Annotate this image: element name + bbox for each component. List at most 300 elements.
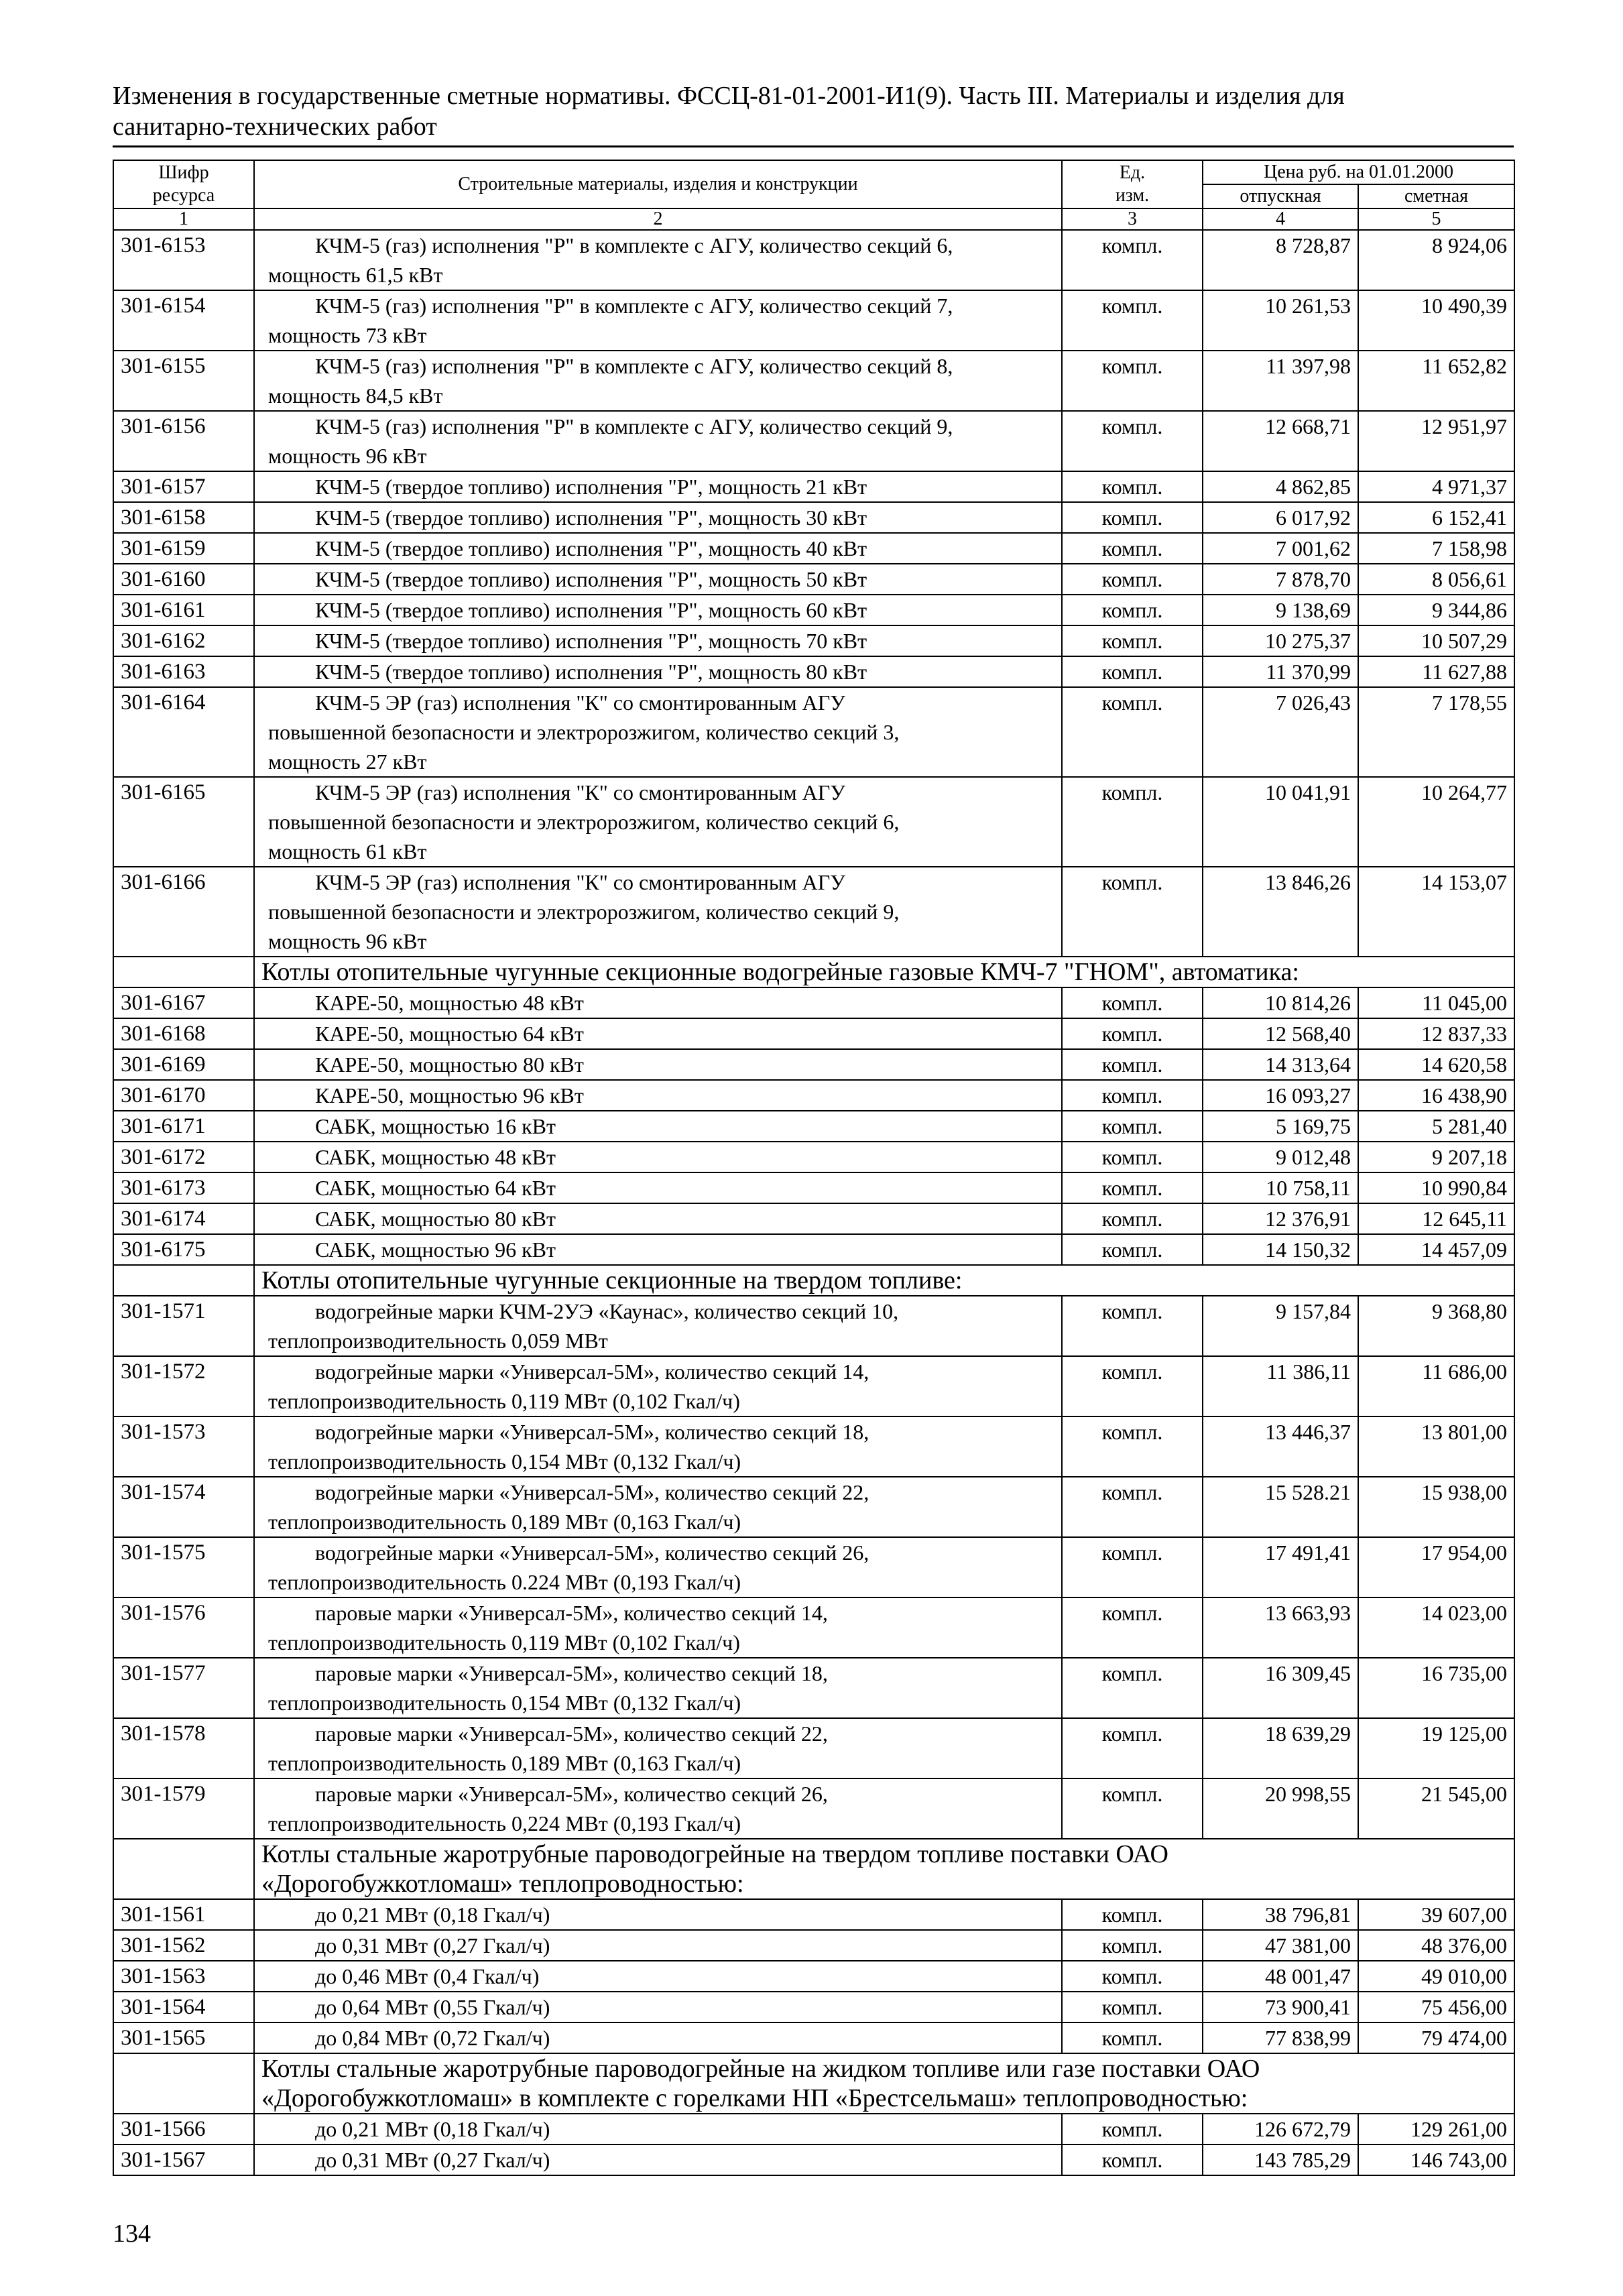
- resource-code: 301-1565: [113, 2022, 254, 2053]
- table-row: [113, 1203, 1514, 1234]
- release-price: 4 862,85: [1203, 471, 1358, 502]
- resource-name-line: КЧМ-5 ЭР (газ) исполнения "К" со смонтированным АГУ: [315, 780, 845, 804]
- resource-name: [254, 502, 1062, 533]
- release-price: 13 846,26: [1203, 867, 1358, 957]
- table-row: [113, 1356, 1514, 1416]
- resource-name-line: КЧМ-5 (твердое топливо) исполнения "Р", мощность 50 кВт: [315, 567, 867, 591]
- resource-name-continuation: мощность 96 кВт: [268, 929, 427, 953]
- release-price: 10 758,11: [1203, 1172, 1358, 1203]
- release-price: 17 491,41: [1203, 1537, 1358, 1597]
- resource-code: 301-6157: [113, 471, 254, 502]
- unit-of-measure: компл.: [1062, 625, 1203, 656]
- group-header-cell: [254, 957, 1514, 987]
- unit-of-measure: компл.: [1062, 2114, 1203, 2144]
- release-price: 73 900,41: [1203, 1992, 1358, 2022]
- resource-name-line: КЧМ-5 (твердое топливо) исполнения "Р", мощность 40 кВт: [315, 536, 867, 560]
- resource-code: 301-6153: [113, 230, 254, 290]
- unit-of-measure: компл.: [1062, 564, 1203, 595]
- resource-name-line: до 0,46 МВт (0,4 Гкал/ч): [315, 1964, 540, 1988]
- estimate-price: 15 938,00: [1358, 1477, 1514, 1537]
- unit-of-measure: компл.: [1062, 1961, 1203, 1992]
- resource-name-continuation: теплопроизводительность 0,189 МВт (0,163 Гкал/ч): [268, 1510, 741, 1534]
- column-header-release-price: отпускная: [1203, 184, 1358, 208]
- table-row: [113, 1296, 1514, 1356]
- estimate-price: 5 281,40: [1358, 1111, 1514, 1142]
- table-row: [113, 1992, 1514, 2022]
- table-row: [113, 290, 1514, 351]
- release-price: 15 528.21: [1203, 1477, 1358, 1537]
- resource-name: [254, 230, 1062, 290]
- resource-code: 301-6161: [113, 595, 254, 625]
- table-row: [113, 2022, 1514, 2053]
- resource-code: 301-6158: [113, 502, 254, 533]
- unit-of-measure: компл.: [1062, 1658, 1203, 1718]
- resource-name-line: до 0,31 МВт (0,27 Гкал/ч): [315, 2148, 550, 2172]
- resource-name: [254, 1597, 1062, 1658]
- table-row: [113, 1597, 1514, 1658]
- table-row: [113, 2114, 1514, 2144]
- group-header-row: [113, 2053, 1514, 2114]
- group-header-text: «Дорогобужкотломаш» теплопроводностью:: [261, 1870, 744, 1898]
- column-header-name: Строительные материалы, изделия и конструкции: [254, 160, 1062, 208]
- release-price: 13 663,93: [1203, 1597, 1358, 1658]
- estimate-price: 14 023,00: [1358, 1597, 1514, 1658]
- unit-of-measure: компл.: [1062, 1597, 1203, 1658]
- resource-code: 301-1579: [113, 1778, 254, 1839]
- resource-code: 301-6174: [113, 1203, 254, 1234]
- header-line-1: Изменения в государственные сметные нормативы. ФССЦ-81-01-2001-И1(9). Часть III. Материалы и изделия для: [113, 82, 1345, 110]
- table-row: [113, 987, 1514, 1018]
- resource-name: [254, 1899, 1062, 1930]
- estimate-price: 48 376,00: [1358, 1930, 1514, 1961]
- table-row: [113, 1018, 1514, 1049]
- table-row: [113, 1416, 1514, 1477]
- resource-name-continuation: теплопроизводительность 0,119 МВт (0,102 Гкал/ч): [268, 1630, 740, 1654]
- resource-name-continuation: мощность 84,5 кВт: [268, 383, 443, 408]
- resource-name-line: КЧМ-5 (твердое топливо) исполнения "Р", мощность 30 кВт: [315, 505, 867, 530]
- unit-of-measure: компл.: [1062, 411, 1203, 471]
- table-row: [113, 1778, 1514, 1839]
- table-row: [113, 411, 1514, 471]
- resource-code: 301-6171: [113, 1111, 254, 1142]
- resource-code: 301-1561: [113, 1899, 254, 1930]
- resource-name-line: САБК, мощностью 48 кВт: [315, 1145, 556, 1169]
- release-price: 10 041,91: [1203, 777, 1358, 867]
- unit-of-measure: компл.: [1062, 1416, 1203, 1477]
- estimate-price: 11 045,00: [1358, 987, 1514, 1018]
- estimate-price: 7 158,98: [1358, 533, 1514, 564]
- unit-of-measure: компл.: [1062, 987, 1203, 1018]
- estimate-price: 4 971,37: [1358, 471, 1514, 502]
- release-price: 13 446,37: [1203, 1416, 1358, 1477]
- resource-name-continuation: повышенной безопасности и электророзжигом, количество секций 6,: [268, 810, 900, 834]
- release-price: 7 026,43: [1203, 687, 1358, 777]
- table-row: [113, 656, 1514, 687]
- resource-name: [254, 1111, 1062, 1142]
- estimate-price: 10 990,84: [1358, 1172, 1514, 1203]
- resource-code: 301-1574: [113, 1477, 254, 1537]
- resource-name-continuation: мощность 61,5 кВт: [268, 263, 443, 287]
- resource-code: 301-1564: [113, 1992, 254, 2022]
- resource-name-line: паровые марки «Универсал-5М», количество секций 18,: [315, 1661, 828, 1685]
- resource-name-line: КАРЕ-50, мощностью 96 кВт: [315, 1083, 584, 1107]
- release-price: 10 814,26: [1203, 987, 1358, 1018]
- group-header-row: [113, 957, 1514, 987]
- estimate-price: 19 125,00: [1358, 1718, 1514, 1778]
- resource-name-line: КЧМ-5 ЭР (газ) исполнения "К" со смонтированным АГУ: [315, 870, 845, 894]
- table-row: [113, 1234, 1514, 1265]
- estimate-price: 14 457,09: [1358, 1234, 1514, 1265]
- resource-name-line: КЧМ-5 (газ) исполнения "Р" в комплекте с АГУ, количество секций 9,: [315, 414, 953, 438]
- column-header-unit: [1062, 160, 1203, 208]
- resource-code: 301-6162: [113, 625, 254, 656]
- column-number-4: 4: [1203, 208, 1358, 230]
- resource-name-line: паровые марки «Универсал-5М», количество секций 26,: [315, 1782, 828, 1806]
- unit-of-measure: компл.: [1062, 1778, 1203, 1839]
- estimate-price: 10 264,77: [1358, 777, 1514, 867]
- release-price: 10 275,37: [1203, 625, 1358, 656]
- unit-of-measure: компл.: [1062, 290, 1203, 351]
- resource-name-line: водогрейные марки КЧМ-2УЭ «Каунас», количество секций 10,: [315, 1299, 899, 1323]
- resource-name: [254, 777, 1062, 867]
- unit-of-measure: компл.: [1062, 1356, 1203, 1416]
- resource-name: [254, 471, 1062, 502]
- resource-name-line: паровые марки «Универсал-5М», количество секций 14,: [315, 1601, 828, 1625]
- group-header-row: [113, 1265, 1514, 1296]
- unit-of-measure: компл.: [1062, 1111, 1203, 1142]
- table-row: [113, 1658, 1514, 1718]
- resource-code: 301-6164: [113, 687, 254, 777]
- estimate-price: 7 178,55: [1358, 687, 1514, 777]
- resource-name-line: КЧМ-5 (твердое топливо) исполнения "Р", мощность 21 кВт: [315, 475, 867, 499]
- header-line-2: санитарно-технических работ: [113, 113, 437, 141]
- unit-of-measure: компл.: [1062, 1080, 1203, 1111]
- resource-name-line: до 0,64 МВт (0,55 Гкал/ч): [315, 1995, 550, 2019]
- resource-name-continuation: теплопроизводительность 0,154 МВт (0,132 Гкал/ч): [268, 1449, 741, 1473]
- resource-code: 301-6154: [113, 290, 254, 351]
- table-row: [113, 2144, 1514, 2175]
- resource-code: 301-1578: [113, 1718, 254, 1778]
- group-header-spacer: [113, 1265, 254, 1296]
- release-price: 48 001,47: [1203, 1961, 1358, 1992]
- table-row: [113, 625, 1514, 656]
- resource-code: 301-1563: [113, 1961, 254, 1992]
- resource-name: [254, 1778, 1062, 1839]
- resource-name: [254, 2022, 1062, 2053]
- estimate-price: 49 010,00: [1358, 1961, 1514, 1992]
- resource-code: 301-1577: [113, 1658, 254, 1718]
- table-row: [113, 595, 1514, 625]
- release-price: 9 138,69: [1203, 595, 1358, 625]
- column-header-code: [113, 160, 254, 208]
- estimate-price: 11 627,88: [1358, 656, 1514, 687]
- unit-of-measure: компл.: [1062, 1930, 1203, 1961]
- unit-of-measure: компл.: [1062, 533, 1203, 564]
- unit-of-measure: компл.: [1062, 1234, 1203, 1265]
- resource-code: 301-1575: [113, 1537, 254, 1597]
- resource-name: [254, 1234, 1062, 1265]
- table-row: [113, 1930, 1514, 1961]
- header-rule: [113, 145, 1514, 147]
- resource-name-line: САБК, мощностью 16 кВт: [315, 1114, 556, 1138]
- estimate-price: 21 545,00: [1358, 1778, 1514, 1839]
- release-price: 12 668,71: [1203, 411, 1358, 471]
- resource-name-continuation: теплопроизводительность 0,059 МВт: [268, 1329, 608, 1353]
- resource-code: 301-6156: [113, 411, 254, 471]
- resource-code: 301-6170: [113, 1080, 254, 1111]
- unit-of-measure: компл.: [1062, 1537, 1203, 1597]
- unit-of-measure: компл.: [1062, 1899, 1203, 1930]
- unit-of-measure: компл.: [1062, 687, 1203, 777]
- resource-name-line: КЧМ-5 ЭР (газ) исполнения "К" со смонтированным АГУ: [315, 690, 845, 715]
- resource-code: 301-1576: [113, 1597, 254, 1658]
- table-row: [113, 1111, 1514, 1142]
- release-price: 20 998,55: [1203, 1778, 1358, 1839]
- resource-name-line: до 0,84 МВт (0,72 Гкал/ч): [315, 2026, 550, 2050]
- unit-of-measure: компл.: [1062, 777, 1203, 867]
- estimate-price: 12 837,33: [1358, 1018, 1514, 1049]
- table-row: [113, 471, 1514, 502]
- resource-name-continuation: теплопроизводительность 0.224 МВт (0,193 Гкал/ч): [268, 1570, 741, 1594]
- resource-code: 301-6165: [113, 777, 254, 867]
- resource-name-line: КЧМ-5 (твердое топливо) исполнения "Р", мощность 60 кВт: [315, 598, 867, 622]
- resource-name-line: до 0,31 МВт (0,27 Гкал/ч): [315, 1933, 550, 1957]
- resource-code: 301-6160: [113, 564, 254, 595]
- resource-name-continuation: мощность 27 кВт: [268, 749, 427, 774]
- column-number-3: 3: [1062, 208, 1203, 230]
- release-price: 11 370,99: [1203, 656, 1358, 687]
- release-price: 6 017,92: [1203, 502, 1358, 533]
- resource-code: 301-6159: [113, 533, 254, 564]
- resource-code: 301-1562: [113, 1930, 254, 1961]
- table-row: [113, 687, 1514, 777]
- release-price: 16 093,27: [1203, 1080, 1358, 1111]
- resource-name-line: водогрейные марки «Универсал-5М», количество секций 14,: [315, 1360, 869, 1384]
- resource-code: 301-6175: [113, 1234, 254, 1265]
- resource-code: 301-6163: [113, 656, 254, 687]
- column-header-code-line1: Шифр: [158, 162, 209, 183]
- table-row: [113, 564, 1514, 595]
- group-header-cell: [254, 2053, 1514, 2114]
- resource-code: 301-1572: [113, 1356, 254, 1416]
- resource-code: 301-6167: [113, 987, 254, 1018]
- unit-of-measure: компл.: [1062, 502, 1203, 533]
- resource-name-line: КАРЕ-50, мощностью 48 кВт: [315, 991, 584, 1015]
- resource-name: [254, 625, 1062, 656]
- release-price: 11 386,11: [1203, 1356, 1358, 1416]
- estimate-price: 75 456,00: [1358, 1992, 1514, 2022]
- table-row: [113, 1080, 1514, 1111]
- resource-name-line: паровые марки «Универсал-5М», количество секций 22,: [315, 1721, 828, 1746]
- release-price: 16 309,45: [1203, 1658, 1358, 1718]
- release-price: 7 878,70: [1203, 564, 1358, 595]
- table-row: [113, 502, 1514, 533]
- table-row: [113, 1961, 1514, 1992]
- release-price: 38 796,81: [1203, 1899, 1358, 1930]
- resource-name-line: КЧМ-5 (газ) исполнения "Р" в комплекте с АГУ, количество секций 6,: [315, 233, 953, 257]
- unit-of-measure: компл.: [1062, 595, 1203, 625]
- price-table: [113, 160, 1515, 2176]
- resource-name-line: водогрейные марки «Универсал-5М», количество секций 22,: [315, 1480, 869, 1504]
- resource-name: [254, 1930, 1062, 1961]
- release-price: 143 785,29: [1203, 2144, 1358, 2175]
- release-price: 12 568,40: [1203, 1018, 1358, 1049]
- resource-name: [254, 351, 1062, 411]
- estimate-price: 9 344,86: [1358, 595, 1514, 625]
- table-row: [113, 1899, 1514, 1930]
- resource-name: [254, 987, 1062, 1018]
- resource-name: [254, 1477, 1062, 1537]
- estimate-price: 11 686,00: [1358, 1356, 1514, 1416]
- resource-code: 301-1573: [113, 1416, 254, 1477]
- resource-code: 301-1567: [113, 2144, 254, 2175]
- resource-name-continuation: теплопроизводительность 0,189 МВт (0,163 Гкал/ч): [268, 1751, 741, 1775]
- resource-name-line: САБК, мощностью 64 кВт: [315, 1176, 556, 1200]
- resource-name-line: до 0,21 МВт (0,18 Гкал/ч): [315, 1902, 550, 1927]
- release-price: 9 157,84: [1203, 1296, 1358, 1356]
- table-row: [113, 867, 1514, 957]
- group-header-text: Котлы отопительные чугунные секционные водогрейные газовые КМЧ-7 "ГНОМ", автоматика:: [261, 958, 1299, 986]
- unit-of-measure: компл.: [1062, 867, 1203, 957]
- table-row: [113, 1172, 1514, 1203]
- resource-name: [254, 1142, 1062, 1172]
- resource-name: [254, 1203, 1062, 1234]
- unit-of-measure: компл.: [1062, 1718, 1203, 1778]
- estimate-price: 129 261,00: [1358, 2114, 1514, 2144]
- unit-of-measure: компл.: [1062, 1142, 1203, 1172]
- estimate-price: 10 490,39: [1358, 290, 1514, 351]
- resource-name-line: водогрейные марки «Универсал-5М», количество секций 18,: [315, 1420, 869, 1444]
- table-row: [113, 777, 1514, 867]
- unit-of-measure: компл.: [1062, 230, 1203, 290]
- resource-name: [254, 2114, 1062, 2144]
- resource-name: [254, 1537, 1062, 1597]
- resource-code: 301-6172: [113, 1142, 254, 1172]
- unit-of-measure: компл.: [1062, 1049, 1203, 1080]
- release-price: 18 639,29: [1203, 1718, 1358, 1778]
- resource-code: 301-6173: [113, 1172, 254, 1203]
- release-price: 10 261,53: [1203, 290, 1358, 351]
- resource-name-line: КЧМ-5 (твердое топливо) исполнения "Р", мощность 70 кВт: [315, 629, 867, 653]
- resource-name-line: КЧМ-5 (газ) исполнения "Р" в комплекте с АГУ, количество секций 8,: [315, 354, 953, 378]
- resource-code: 301-1566: [113, 2114, 254, 2144]
- price-table-body: [113, 160, 1514, 2175]
- resource-name-continuation: повышенной безопасности и электророзжигом, количество секций 9,: [268, 900, 900, 924]
- release-price: 8 728,87: [1203, 230, 1358, 290]
- estimate-price: 11 652,82: [1358, 351, 1514, 411]
- unit-of-measure: компл.: [1062, 471, 1203, 502]
- estimate-price: 6 152,41: [1358, 502, 1514, 533]
- release-price: 77 838,99: [1203, 2022, 1358, 2053]
- resource-name: [254, 1080, 1062, 1111]
- resource-name: [254, 1049, 1062, 1080]
- table-header-row: [113, 160, 1514, 184]
- resource-name-line: водогрейные марки «Универсал-5М», количество секций 26,: [315, 1540, 869, 1565]
- resource-name: [254, 687, 1062, 777]
- resource-name-continuation: теплопроизводительность 0,154 МВт (0,132 Гкал/ч): [268, 1691, 741, 1715]
- group-header-row: [113, 1839, 1514, 1899]
- resource-name-line: КАРЕ-50, мощностью 64 кВт: [315, 1022, 584, 1046]
- unit-of-measure: компл.: [1062, 351, 1203, 411]
- estimate-price: 9 368,80: [1358, 1296, 1514, 1356]
- resource-name: [254, 656, 1062, 687]
- resource-name: [254, 2144, 1062, 2175]
- resource-name: [254, 1018, 1062, 1049]
- resource-name: [254, 867, 1062, 957]
- estimate-price: 8 056,61: [1358, 564, 1514, 595]
- table-row: [113, 1718, 1514, 1778]
- table-row: [113, 1142, 1514, 1172]
- estimate-price: 79 474,00: [1358, 2022, 1514, 2053]
- column-header-unit-line2: изм.: [1115, 185, 1150, 206]
- table-row: [113, 533, 1514, 564]
- resource-name: [254, 411, 1062, 471]
- estimate-price: 10 507,29: [1358, 625, 1514, 656]
- table-row: [113, 1477, 1514, 1537]
- unit-of-measure: компл.: [1062, 1296, 1203, 1356]
- group-header-cell: [254, 1839, 1514, 1899]
- release-price: 47 381,00: [1203, 1930, 1358, 1961]
- resource-name-line: САБК, мощностью 80 кВт: [315, 1207, 556, 1231]
- resource-name-continuation: мощность 61 кВт: [268, 839, 427, 863]
- release-price: 14 313,64: [1203, 1049, 1358, 1080]
- resource-name: [254, 1658, 1062, 1718]
- release-price: 14 150,32: [1203, 1234, 1358, 1265]
- group-header-spacer: [113, 957, 254, 987]
- resource-name: [254, 1296, 1062, 1356]
- resource-name-line: КАРЕ-50, мощностью 80 кВт: [315, 1052, 584, 1077]
- resource-name: [254, 1416, 1062, 1477]
- unit-of-measure: компл.: [1062, 2022, 1203, 2053]
- resource-name: [254, 595, 1062, 625]
- page-number: 134: [113, 2220, 151, 2248]
- group-header-text: Котлы стальные жаротрубные пароводогрейные на жидком топливе или газе поставки ОАО: [261, 2055, 1260, 2083]
- release-price: 5 169,75: [1203, 1111, 1358, 1142]
- resource-name-continuation: повышенной безопасности и электророзжигом, количество секций 3,: [268, 720, 900, 744]
- resource-name-line: КЧМ-5 (газ) исполнения "Р" в комплекте с АГУ, количество секций 7,: [315, 294, 953, 318]
- release-price: 12 376,91: [1203, 1203, 1358, 1234]
- estimate-price: 14 153,07: [1358, 867, 1514, 957]
- release-price: 9 012,48: [1203, 1142, 1358, 1172]
- estimate-price: 146 743,00: [1358, 2144, 1514, 2175]
- table-row: [113, 1049, 1514, 1080]
- column-number-1: 1: [113, 208, 254, 230]
- resource-name: [254, 1718, 1062, 1778]
- resource-code: 301-1571: [113, 1296, 254, 1356]
- group-header-spacer: [113, 2053, 254, 2114]
- column-number-row: [113, 208, 1514, 230]
- column-number-2: 2: [254, 208, 1062, 230]
- resource-name-continuation: теплопроизводительность 0,119 МВт (0,102 Гкал/ч): [268, 1389, 740, 1413]
- estimate-price: 12 951,97: [1358, 411, 1514, 471]
- resource-name: [254, 290, 1062, 351]
- estimate-price: 13 801,00: [1358, 1416, 1514, 1477]
- resource-name-continuation: мощность 96 кВт: [268, 444, 427, 468]
- resource-name: [254, 1356, 1062, 1416]
- resource-name: [254, 533, 1062, 564]
- resource-name-line: КЧМ-5 (твердое топливо) исполнения "Р", мощность 80 кВт: [315, 660, 867, 684]
- unit-of-measure: компл.: [1062, 1203, 1203, 1234]
- resource-name: [254, 1992, 1062, 2022]
- resource-code: 301-6169: [113, 1049, 254, 1080]
- release-price: 7 001,62: [1203, 533, 1358, 564]
- table-row: [113, 351, 1514, 411]
- resource-name: [254, 1961, 1062, 1992]
- resource-name-continuation: мощность 73 кВт: [268, 323, 427, 347]
- column-number-5: 5: [1358, 208, 1514, 230]
- unit-of-measure: компл.: [1062, 2144, 1203, 2175]
- column-header-unit-line1: Ед.: [1119, 162, 1146, 183]
